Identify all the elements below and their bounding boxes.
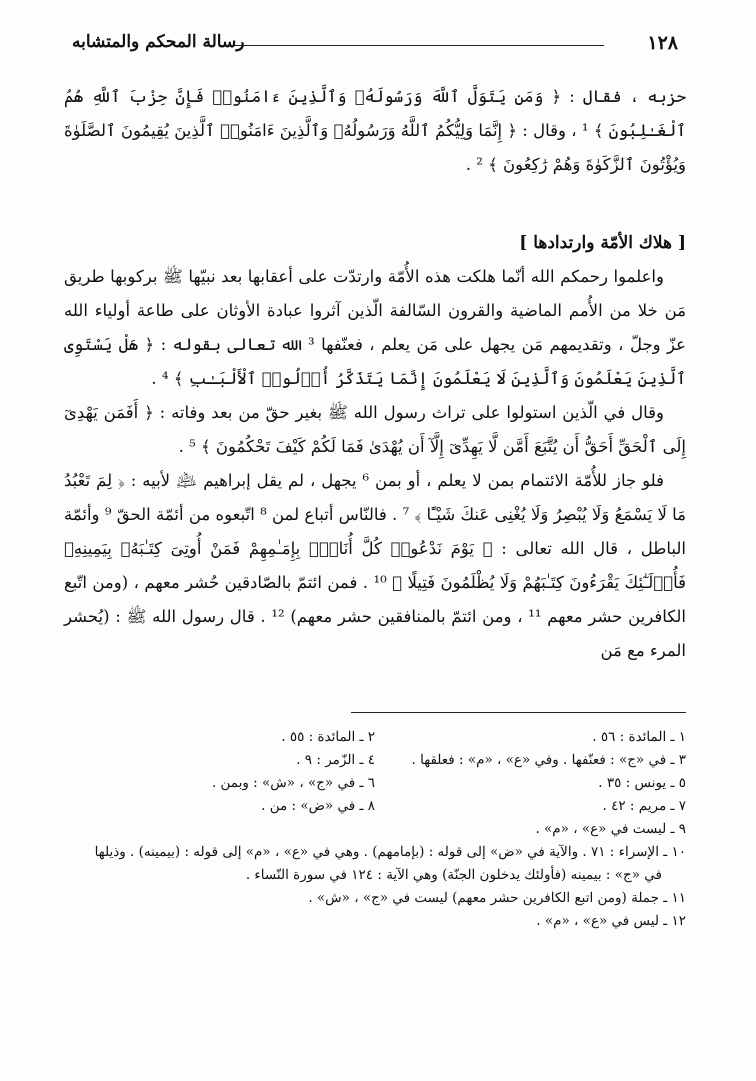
footnote-8: ٨ ـ في «ض» : من .	[261, 798, 375, 814]
footnote-10: ١٠ ـ الإسراء : ٧١ . والآية في «ض» إلى قوله : (بإمامهم) . وهي في «ع» ، «م» إلى قوله : (بيمينه) . وذيلها	[94, 844, 686, 860]
footnote-5: ٥ ـ يونس : ٣٥ .	[598, 775, 686, 791]
page-header	[72, 30, 678, 58]
running-title: رسالة المحكم والمتشابه	[72, 32, 245, 52]
footnote-4: ٤ ـ الزّمر : ٩ .	[296, 752, 375, 768]
paragraph-1: حزبه ، فقال : ﴿ وَمَن يَتَوَلَّ ٱللَّهَ وَرَسُولَهُۥ وَٱلَّذِينَ ءَامَنُوا۟ فَإِنَّ حِزْبَ ٱللَّهِ هُمُ ٱلْغَـٰلِبُونَ ﴾ ¹ ، وقال : ﴿ إِنَّمَا وَلِيُّكُمُ ٱللَّهُ وَرَسُولُهُۥ وَٱلَّذِينَ ءَامَنُوا۟ ٱلَّذِينَ يُقِيمُونَ ٱلصَّلَوٰةَ وَيُؤْتُونَ ٱلزَّكَوٰةَ وَهُمْ رَٰكِعُونَ ﴾ ² .	[64, 87, 686, 174]
page-number: ١٢٨	[647, 32, 678, 54]
footnote-12: ١٢ ـ ليس في «ع» ، «م» .	[536, 913, 686, 929]
footnotes	[64, 726, 686, 933]
footnote-6: ٦ ـ في «ج» ، «ش» : وبمن .	[211, 775, 375, 791]
footnote-1: ١ ـ المائدة : ٥٦ .	[592, 729, 686, 745]
footnote-3: ٣ ـ في «ج» : فعنّفها . وفي «ع» ، «م» : فعلقها .	[411, 752, 686, 768]
footnote-9: ٩ ـ ليست في «ع» ، «م» .	[535, 821, 686, 837]
footnote-separator	[351, 712, 686, 713]
section-heading: [ هلاك الأمّة وارتدادها ]	[519, 233, 686, 253]
paragraph-3: وقال في الّذين استولوا على تراث رسول الله ﷺ بغير حقّ من بعد وفاته : ﴿ أَفَمَن يَهْدِىٓ إِلَى ٱلْحَقِّ أَحَقُّ أَن يُتَّبَعَ أَمَّن لَّا يَهِدِّىٓ إِلَّآ أَن يُهْدَىٰ فَمَا لَكُمْ كَيْفَ تَحْكُمُونَ ﴾ ⁵ .	[64, 403, 686, 456]
footnote-7: ٧ ـ مريم : ٤٢ .	[602, 798, 686, 814]
paragraph-4: فلو جاز للأُمّة الائتمام بمن لا يعلم ، أو بمن ⁶ يجهل ، لم يقل إبراهيم ﵇ لأبيه : ﴿ لِمَ تَعْبُدُ مَا لَا يَسْمَعُ وَلَا يُبْصِرُ وَلَا يُغْنِى عَنكَ شَيْـًٔا ﴾ ⁷ . فالنّاس أتباع لمن ⁸ اتّبعوه من أئمّة الحقّ ⁹ وأئمّة الباطل ، قال الله تعالى : ﴿ يَوْمَ نَدْعُوا۟ كُلَّ أُنَاسٍۭ بِإِمَـٰمِهِمْ فَمَنْ أُوتِىَ كِتَـٰبَهُۥ بِيَمِينِهِۦ فَأُو۟لَـٰٓئِكَ يَقْرَءُونَ كِتَـٰبَهُمْ وَلَا يُظْلَمُونَ فَتِيلًا ﴾ ¹⁰ . فمن ائتمّ بالصّادقين حُشر معهم ، (ومن اتّبع الكافرين حشر معهم ¹¹ ، ومن ائتمّ بالمنافقين حشر معهم) ¹² . قال رسول الله ﷺ : (يُحشر المرء مع مَن	[64, 471, 687, 660]
main-text	[64, 80, 686, 668]
footnote-11: ١١ ـ جملة (ومن اتبع الكافرين حشر معهم) ليست في «ج» ، «ش» .	[308, 890, 686, 906]
footnote-2: ٢ ـ المائدة : ٥٥ .	[281, 729, 375, 745]
header-rule	[232, 45, 604, 46]
paragraph-2: واعلموا رحمكم الله أنّما هلكت هذه الأُمّة وارتدّت على أعقابها بعد نبيّها ﷺ بركوبها طريق مَن خلا من الأُمم الماضية والقرون السّالفة الّذين آثروا عبادة الأوثان على طاعة أولياء الله عزّ وجلّ ، وتقديمهم مَن يجهل على مَن يعلم ، فعنّفها ³ الله تعالى بقوله : ﴿ هَلْ يَسْتَوِى ٱلَّذِينَ يَعْلَمُونَ وَٱلَّذِينَ لَا يَعْلَمُونَ إِنَّمَا يَتَذَكَّرُ أُو۟لُوا۟ ٱلْأَلْبَـٰبِ ﴾ ⁴ .	[64, 267, 687, 388]
footnote-10-continued: في «ج» : بيمينه (فأولئك يدخلون الجنّة) وهي الآية : ١٢٤ في سورة النّساء .	[245, 867, 662, 883]
